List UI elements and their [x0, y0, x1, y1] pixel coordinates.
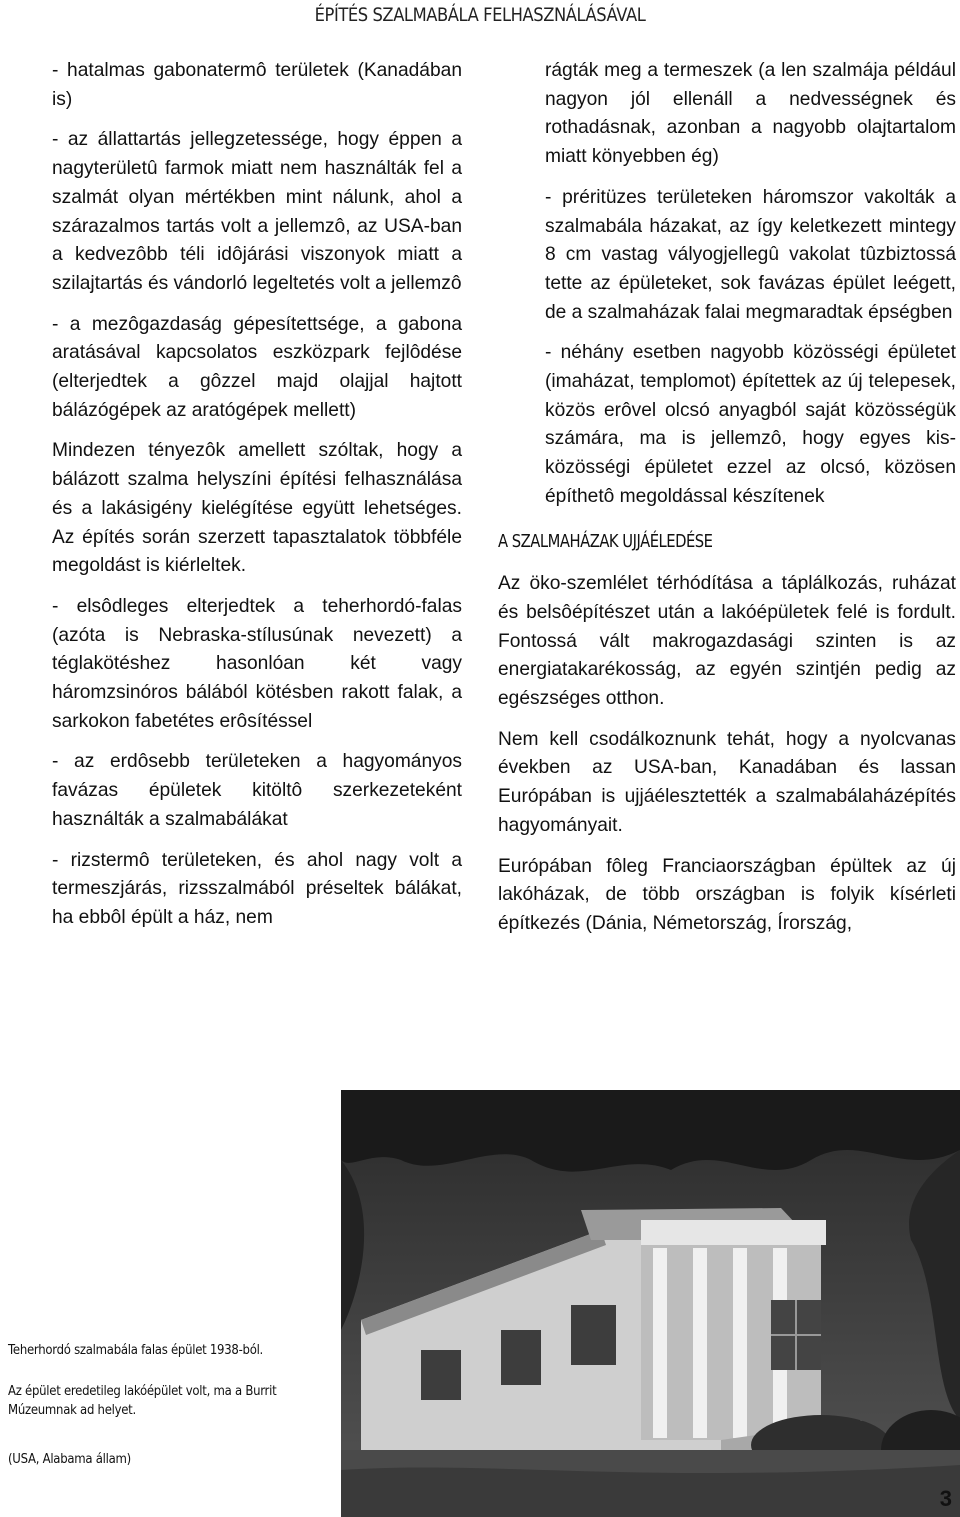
left-text-column	[52, 57, 462, 945]
photo-caption-line: Az épület eredetileg lakóépület volt, ma a Burrit Múzeumnak ad helyet.	[8, 1384, 277, 1418]
building-photo	[341, 1090, 960, 1517]
continued-paragraph: rágták meg a termeszek (a len szalmája például nagyon jól ellenáll a nedvességnek és rothadásnak, azonban a nagyobb olajtartalom miatt könyebben ég)	[545, 60, 956, 168]
body-paragraph: Mindezen tényezôk amellett szóltak, hogy a bálázott szalma helyszíni építési felhasználása és a lakásigény kielégítése együtt lehetséges. Az építés során szerzett tapasztalatok többféle megoldást is kiérleltek.	[52, 440, 462, 577]
building-photo-illustration	[341, 1090, 960, 1517]
photo-caption-line: Teherhordó szalmabála falas épület 1938-ból.	[8, 1343, 264, 1358]
bullet-paragraph: - hatalmas gabonatermô területek (Kanadában is)	[52, 60, 462, 110]
photo-caption-line: (USA, Alabama állam)	[8, 1452, 131, 1467]
section-heading: A SZALMAHÁZAK UJJÁÉLEDÉSE	[498, 530, 713, 552]
bullet-paragraph: - préritüzes területeken háromszor vakolták a szalmabála házakat, az így keletkezett mintegy 8 cm vastag vályogjellegû vakolat tûzbiztossá tette az épületeket, sok favázas épület leégett, de a szalmaházak falai megmaradtak épségben	[545, 186, 956, 323]
bullet-paragraph: - az erdôsebb területeken a hagyományos favázas épületek kitöltô szerkezeteként használták a szalmabálákat	[52, 751, 462, 830]
bullet-paragraph: - az állattartás jellegzetessége, hogy éppen a nagyterületû farmok miatt nem használták fel a szalmát olyan mértékben mint nálunk, ahol a szárazalmos tartás volt a jellemzô, az USA-ban a kedvezôbb téli idôjárási viszonyok miatt a szilajtartás és vándorló legeltetés volt a jellemzô	[52, 129, 462, 294]
bullet-paragraph: - elsôdleges elterjedtek a teherhordó-falas (azóta is Nebraska-stílusúnak nevezett) a téglakötéshez hasonlóan két vagy háromzsinóros bálából kötésben rakott falak, a sarkokon fabetétes erôsítéssel	[52, 595, 462, 732]
page-number: 3	[939, 1486, 952, 1511]
bullet-paragraph: - a mezôgazdaság gépesítettsége, a gabona aratásával kapcsolatos eszközpark fejlôdése (elterjedtek a gôzzel majd olajjal hajtott bálázógépek az aratógépek mellett)	[52, 313, 462, 421]
bullet-paragraph: - néhány esetben nagyobb közösségi épületet (imaházat, templomot) építettek az új telepesek, közös erôvel olcsó anyagból saját közösségük számára, ma is jellemzô, hogy egyes kis-közösségi épületet ezzel az olcsó, közösen építhetô megoldással készítenek	[545, 342, 956, 507]
right-text-column	[498, 57, 956, 951]
body-paragraph: Az öko-szemlélet térhódítása a táplálkozás, ruházat és belsôépítészet után a lakóépületek felé is fordult. Fontossá vált makrogazdasági szinten is az energiatakarékosság, az egyén szintjén pedig az egészséges otthon.	[498, 573, 956, 710]
bullet-paragraph: - rizstermô területeken, és ahol nagy volt a termeszjárás, rizsszalmából préseltek bálákat, ha ebbôl épült a ház, nem	[52, 849, 462, 928]
body-paragraph: Európában fôleg Franciaországban épültek az új lakóházak, de több országban is folyik kísérleti építkezés (Dánia, Németország, Írország,	[498, 855, 956, 934]
body-paragraph: Nem kell csodálkoznunk tehát, hogy a nyolcvanas években az USA-ban, Kanadában és lassan Európában is ujjáélesztették a szalmabálaházépítés hagyományait.	[498, 728, 956, 836]
running-header: ÉPÍTÉS SZALMABÁLA FELHASZNÁLÁSÁVAL	[314, 4, 646, 26]
